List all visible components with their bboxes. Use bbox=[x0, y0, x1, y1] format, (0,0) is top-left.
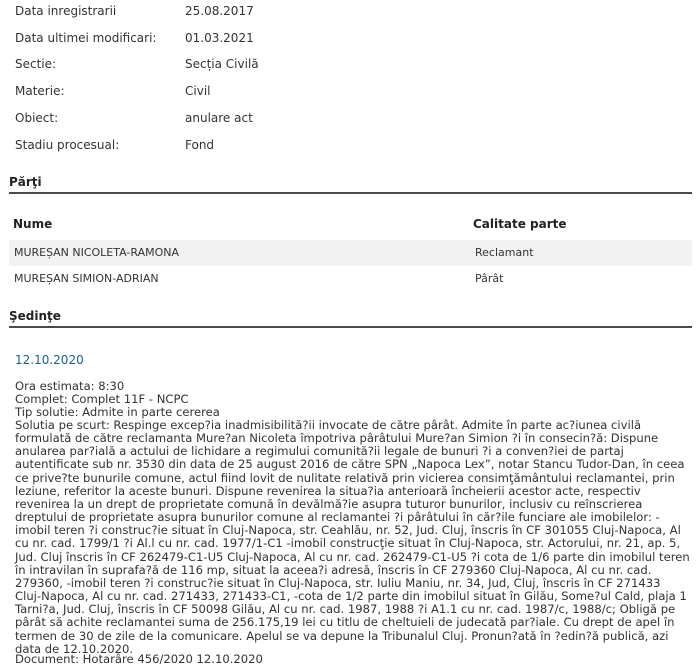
detail-label: Stadiu procesual: bbox=[15, 138, 120, 152]
session-ora: Ora estimata: 8:30 bbox=[15, 379, 125, 393]
party-name: MUREȘAN NICOLETA-RAMONA bbox=[14, 246, 179, 259]
session-solutie-text: Solutia pe scurt: Respinge excep?ia inadmisibilită?ii invocate de către pârât. Admite în parte ac?iunea civilă formulată de către reclamanta Mure?an Nicoleta împotriva pârâtului Mure?an Simion ?i în consecin?ă: Dispune anularea par?ială a actului de lichidare a regimului comunită?ii legale de bunuri ?i a conven?iei de partaj autentificate sub nr. 3530 din data de 25 august 2016 de către SPN „Napoca Lex”, notar Stancu Tudor-Dan, în ceea ce prive?te bunurile comune, actul fiind lovit de nulitate relativă prin vicierea consimţământului reclamantei, prin leziune, referitor la aceste bunuri. Dispune revenirea la situa?ia anterioară încheierii acestor acte, respectiv revenirea la un drept de proprietate comună în devălmă?ie asupra tuturor bunurilor, inclusiv cu reînscrierea dreptului de proprietate asupra bunurilor comune al reclamantei ?i pârâtului în căr?ile funciare ale imobilelor: -imobil teren ?i construc?ie situat în Cluj-Napoca, str. Ceahlău, nr. 52, Jud. Cluj, înscris în CF 301055 Cluj-Napoca, Al cu nr. cad. 1799/1 ?i Al.l cu nr. cad. 1977/1-C1 -imobil construcţie situat în Cluj-Napoca, str. Actorului, nr. 21, ap. 5, Jud. Cluj înscris în CF 262479-C1-U5 Cluj-Napoca, Al cu nr. cad. 262479-C1-U5 ?i cota de 1/6 parte din imobilul teren în intravilan în suprafa?ă de 116 mp, situat la aceea?i adresă, înscris în CF 279360 Cluj-Napoca, Al cu nr. cad. 279360, -imobil teren ?i construc?ie situat în Cluj-Napoca, str. Iuliu Maniu, nr. 34, Jud, Cluj, înscris în CF 271433 Cluj-Napoca, Al cu nr. cad. 271433, 271433-C1, -cota de 1/2 parte din imobilul situat în Gilău, Some?ul Cald, plaja 1 Tarni?a, Jud. Cluj, înscris în CF 50098 Gilău, Al cu nr. cad. 1987, 1988 ?i A1.1 cu nr. cad. 1987/c, 1988/c; Obligă pe pârât să achite reclamantei suma de 256.175,19 lei cu titlu de cheltuieli de judecată par?iale. Cu drept de apel în termen de 30 de zile de la comunicare. Apelul se va depune la Tribunalul Cluj. Pronun?ată în ?edin?ă publică, azi data de 12.10.2020. bbox=[15, 418, 690, 656]
sedinte-section-title: Şedinţe bbox=[9, 309, 61, 323]
detail-label: Obiect: bbox=[15, 111, 59, 125]
detail-label: Data inregistrarii bbox=[15, 4, 117, 18]
table-row bbox=[9, 266, 692, 292]
parti-divider bbox=[9, 192, 692, 194]
column-header-nume: Nume bbox=[13, 217, 53, 231]
table-row bbox=[9, 240, 692, 266]
party-role: Pârât bbox=[475, 272, 504, 285]
column-header-calitate: Calitate parte bbox=[473, 217, 567, 231]
party-name: MUREȘAN SIMION-ADRIAN bbox=[14, 272, 159, 285]
parti-section-title: Părţi bbox=[9, 175, 42, 189]
session-complet: Complet: Complet 11F - NCPC bbox=[15, 392, 189, 406]
parti-table-header bbox=[9, 209, 692, 239]
detail-value: 25.08.2017 bbox=[185, 4, 254, 18]
detail-label: Sectie: bbox=[15, 57, 57, 71]
detail-value: Fond bbox=[185, 138, 215, 152]
session-tip-solutie: Tip solutie: Admite in parte cererea bbox=[15, 405, 220, 419]
detail-value: Civil bbox=[185, 84, 211, 98]
detail-value: Secția Civilă bbox=[185, 57, 259, 71]
detail-value: 01.03.2021 bbox=[185, 31, 254, 45]
detail-value: anulare act bbox=[185, 111, 253, 125]
session-document: Document: Hotarâre 456/2020 12.10.2020 bbox=[15, 652, 263, 666]
party-role: Reclamant bbox=[475, 246, 534, 259]
detail-label: Materie: bbox=[15, 84, 65, 98]
detail-label: Data ultimei modificari: bbox=[15, 31, 157, 45]
sedinte-divider bbox=[9, 326, 692, 328]
session-date-link[interactable]: 12.10.2020 bbox=[15, 353, 84, 367]
